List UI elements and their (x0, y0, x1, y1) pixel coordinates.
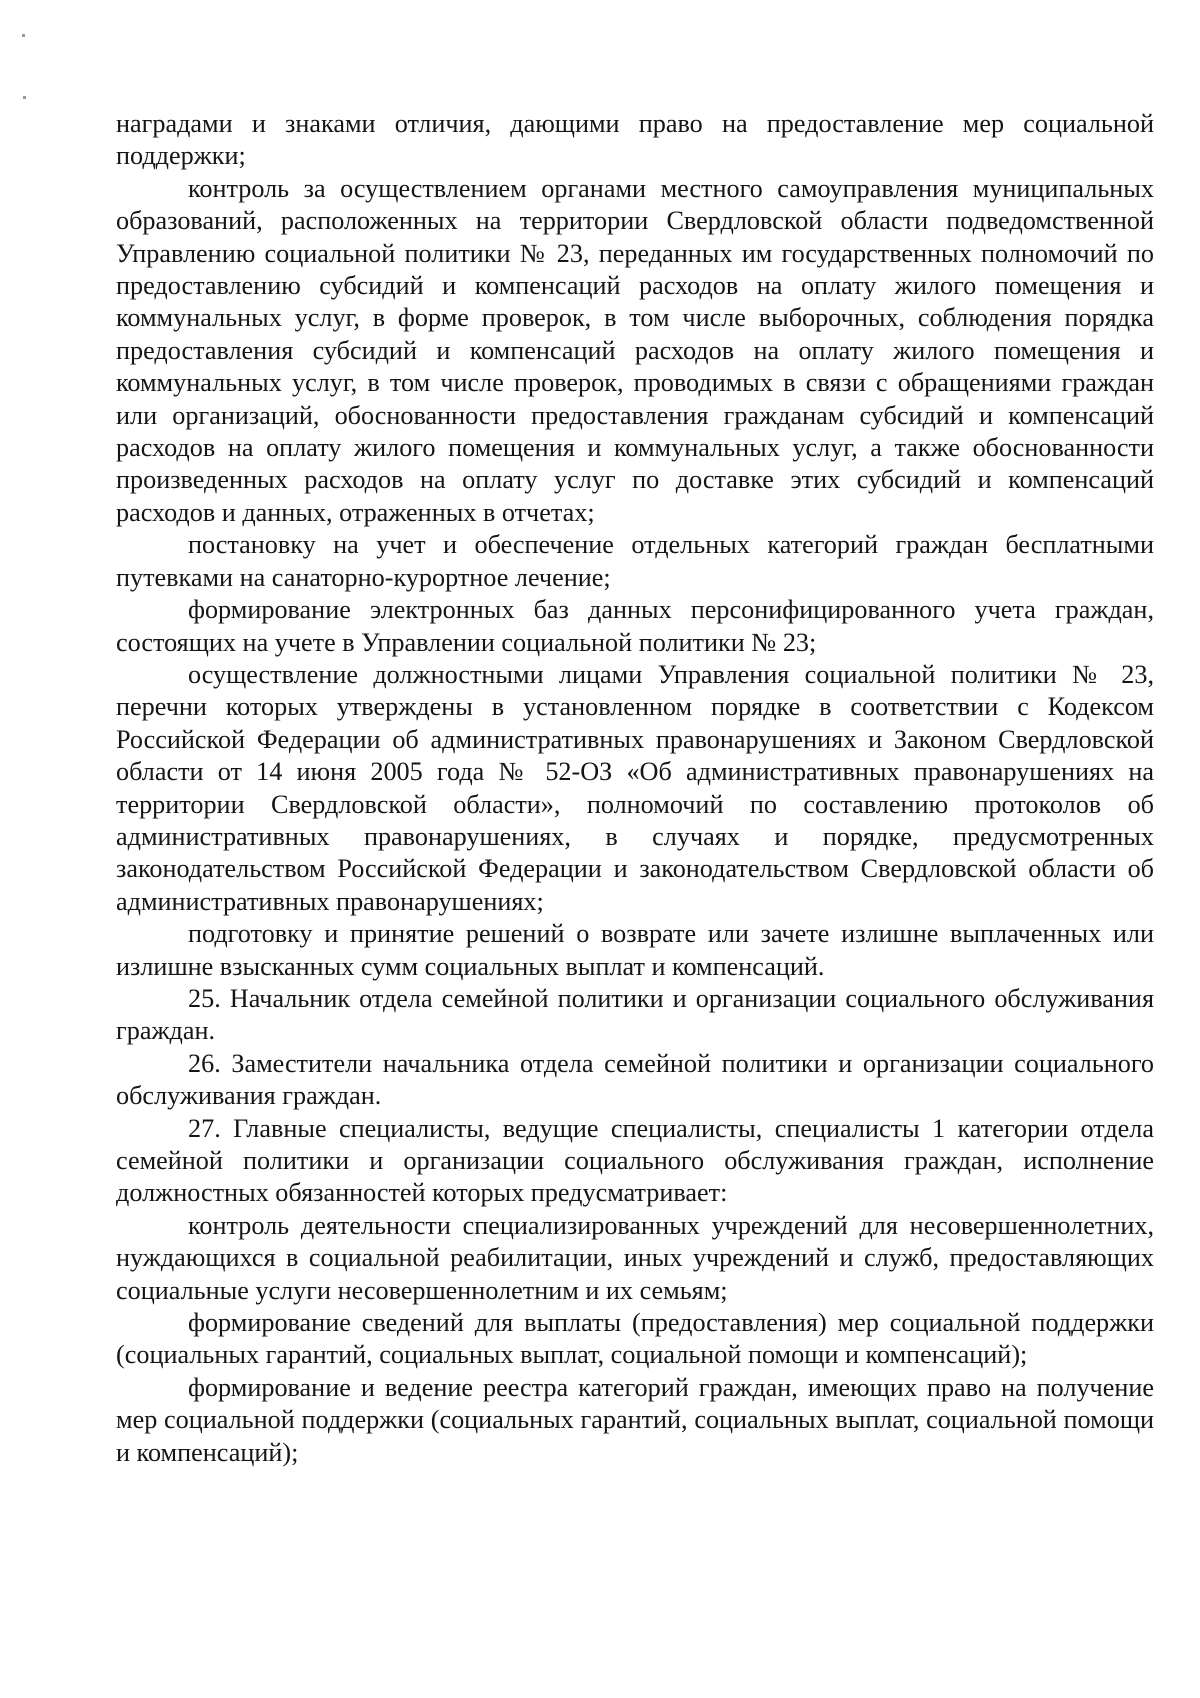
paragraph: постановку на учет и обеспечение отдельных категорий граждан бесплатными путевками на санаторно-курортное лечение; (116, 530, 1154, 592)
document-body (116, 108, 1154, 1469)
paragraph: подготовку и принятие решений о возврате или зачете излишне выплаченных или излишне взысканных сумм социальных выплат и компенсаций. (116, 919, 1154, 981)
paragraph: контроль деятельности специализированных учреждений для несовершеннолетних, нуждающихся в социальной реабилитации, иных учреждений и служб, предоставляющих социальные услуги несовершеннолетним и их семьям; (116, 1210, 1154, 1305)
scan-artifact-mark (22, 34, 25, 37)
paragraph: контроль за осуществлением органами местного самоуправления муниципальных образований, расположенных на территории Свердловской области подведомственной Управлению социальной политики № 23, переданных им государственных полномочий по предоставлению субсидий и компенсаций расходов на оплату жилого помещения и коммунальных услуг, в форме проверок, в том числе выборочных, соблюдения порядка предоставления субсидий и компенсаций расходов на оплату жилого помещения и коммунальных услуг, в том числе проверок, проводимых в связи с обращениями граждан или организаций, обоснованности предоставления гражданам субсидий и компенсаций расходов на оплату жилого помещения и коммунальных услуг, а также обоснованности произведенных расходов на оплату услуг по доставке этих субсидий и компенсаций расходов и данных, отраженных в отчетах; (116, 173, 1154, 527)
numbered-paragraph-26: 26. Заместители начальника отдела семейной политики и организации социального обслуживания граждан. (116, 1048, 1154, 1111)
numbered-paragraph-25: 25. Начальник отдела семейной политики и организации социального обслуживания граждан. (116, 983, 1154, 1046)
paragraph: формирование электронных баз данных персонифицированного учета граждан, состоящих на учете в Управлении социальной политики № 23; (116, 595, 1154, 657)
paragraph: формирование сведений для выплаты (предоставления) мер социальной поддержки (социальных гарантий, социальных выплат, социальной помощи и компенсаций); (116, 1308, 1154, 1370)
paragraph: наградами и знаками отличия, дающими право на предоставление мер социальной поддержки; (116, 109, 1154, 171)
paragraph: формирование и ведение реестра категорий граждан, имеющих право на получение мер социальной поддержки (социальных гарантий, социальных выплат, социальной помощи и компенсаций); (116, 1372, 1154, 1467)
paragraph: осуществление должностными лицами Управления социальной политики № 23, перечни которых утверждены в установленном порядке в соответствии с Кодексом Российской Федерации об административных правонарушениях и Законом Свердловской области от 14 июня 2005 года № 52-ОЗ «Об административных правонарушениях на территории Свердловской области», полномочий по составлению протоколов об административных правонарушениях, в случаях и порядке, предусмотренных законодательством Российской Федерации и законодательством Свердловской области об административных правонарушениях; (116, 659, 1154, 916)
numbered-paragraph-27: 27. Главные специалисты, ведущие специалисты, специалисты 1 категории отдела семейной политики и организации социального обслуживания граждан, исполнение должностных обязанностей которых предусматривает: (116, 1113, 1154, 1208)
scan-artifact-mark (23, 96, 26, 99)
